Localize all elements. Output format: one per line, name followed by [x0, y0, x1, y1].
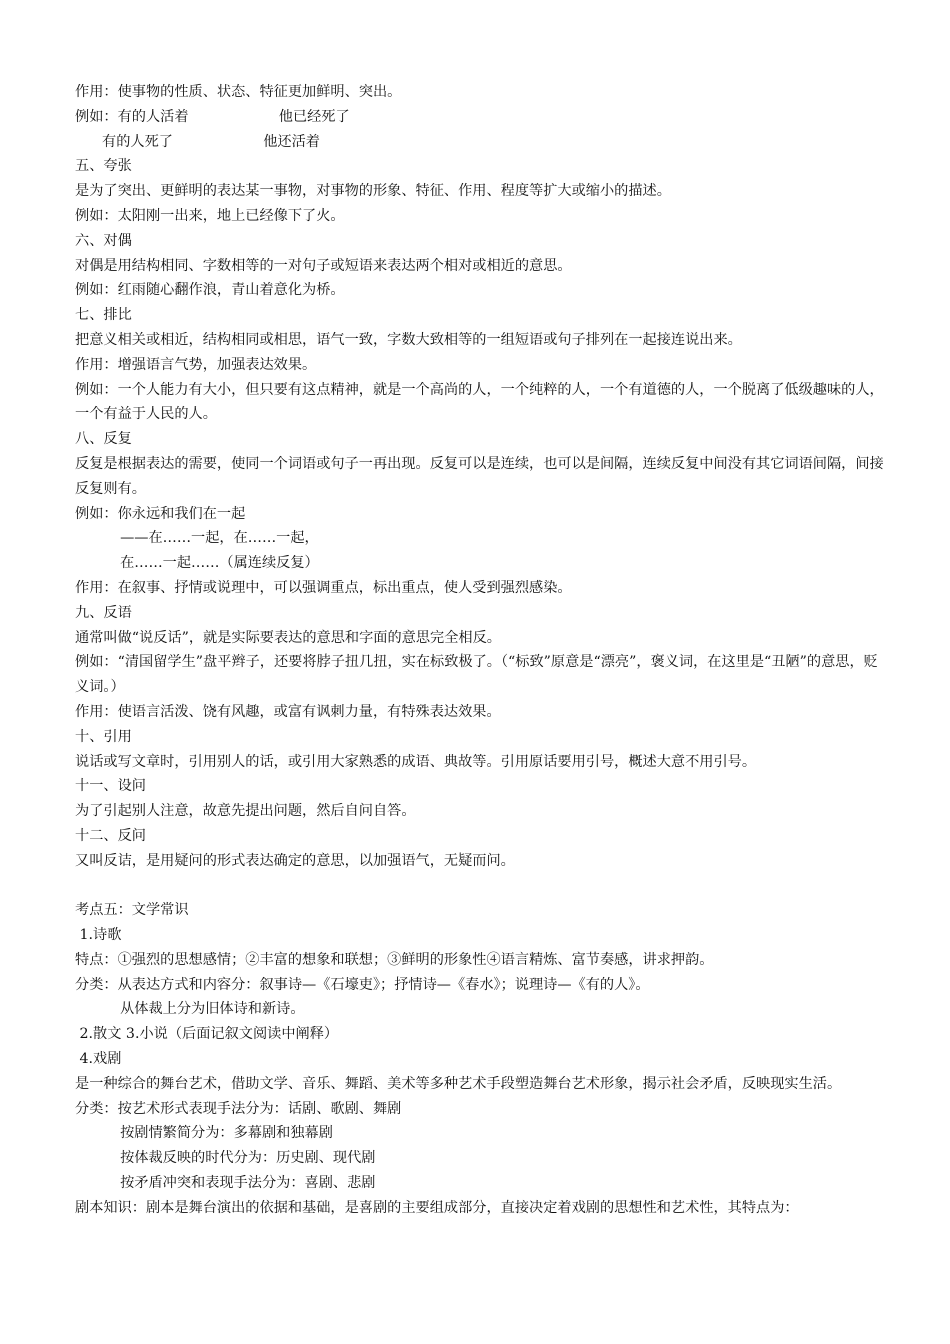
- text-paragraph: 例如：一个人能力有大小，但只要有这点精神，就是一个高尚的人，一个纯粹的人，一个有道德的人，一个脱离了低级趣味的人，一个有益于人民的人。: [75, 381, 884, 423]
- text-line: 通常叫做“说反话”，就是实际要表达的意思和字面的意思完全相反。: [75, 629, 501, 646]
- section-heading: 十一、设问: [75, 778, 146, 795]
- section-heading: 4.戏剧: [75, 1051, 122, 1068]
- section-heading: 七、排比: [75, 307, 132, 324]
- text-line: 对偶是用结构相同、字数相等的一对句子或短语来表达两个相对或相近的意思。: [75, 257, 572, 274]
- text-line: 按体裁反映的时代分为：历史剧、现代剧: [75, 1150, 376, 1167]
- text-line: 作用：使语言活泼、饶有风趣，或富有讽刺力量，有特殊表达效果。: [75, 703, 501, 720]
- section-heading: 五、夸张: [75, 158, 132, 175]
- text-line: 按矛盾冲突和表现手法分为：喜剧、悲剧: [75, 1175, 376, 1192]
- text-line: 是为了突出、更鲜明的表达某一事物，对事物的形象、特征、作用、程度等扩大或缩小的描述。: [75, 183, 671, 200]
- text-paragraph: 反复是根据表达的需要，使同一个词语或句子一再出现。反复可以是连续，也可以是间隔，连续反复中间没有其它词语间隔，间接反复则有。: [75, 455, 884, 497]
- text-paragraph: 是一种综合的舞台艺术，借助文学、音乐、舞蹈、美术等多种艺术手段塑造舞台艺术形象，揭示社会矛盾，反映现实生活。: [75, 1075, 842, 1092]
- text-line: 说话或写文章时，引用别人的话，或引用大家熟悉的成语、典故等。引用原话要用引号，概述大意不用引号。: [75, 753, 757, 770]
- text-line: 从体裁上分为旧体诗和新诗。: [75, 1001, 305, 1018]
- text-line: 例如：红雨随心翻作浪，青山着意化为桥。: [75, 282, 345, 299]
- text-line: 为了引起别人注意，故意先提出问题，然后自问自答。: [75, 803, 416, 820]
- section-heading: 六、对偶: [75, 232, 132, 249]
- text-line: 例如：你永远和我们在一起: [75, 505, 246, 522]
- section-heading: 考点五：文学常识: [75, 902, 189, 919]
- section-heading: 2.散文 3.小说（后面记叙文阅读中阐释）: [75, 1026, 339, 1043]
- text-line: 在……一起……（属连续反复）: [75, 555, 319, 572]
- text-line: 作用：在叙事、抒情或说理中，可以强调重点，标出重点，使人受到强烈感染。: [75, 579, 572, 596]
- text-line: 例如：太阳刚一出来，地上已经像下了火。: [75, 207, 345, 224]
- text-line: 有的人死了 他还活着: [75, 133, 320, 150]
- text-line: 把意义相关或相近，结构相同或相思，语气一致，字数大致相等的一组短语或句子排列在一起接连说出来。: [75, 331, 742, 348]
- text-line: ——在……一起，在……一起，: [75, 530, 319, 547]
- text-line: 分类：按艺术形式表现手法分为：话剧、歌剧、舞剧: [75, 1100, 402, 1117]
- section-heading: 十二、反问: [75, 827, 146, 844]
- section-heading: 八、反复: [75, 431, 132, 448]
- section-heading: 1.诗歌: [75, 927, 122, 944]
- text-line: 按剧情繁简分为：多幕剧和独幕剧: [75, 1125, 333, 1142]
- text-line: 作用：使事物的性质、状态、特征更加鲜明、突出。: [75, 84, 402, 100]
- document-page: [75, 80, 885, 1221]
- section-heading: 九、反语: [75, 604, 132, 621]
- text-paragraph: 剧本知识：剧本是舞台演出的依据和基础，是喜剧的主要组成部分，直接决定着戏剧的思想性和艺术性，其特点为：: [75, 1199, 799, 1216]
- text-line: 又叫反诘，是用疑问的形式表达确定的意思，以加强语气，无疑而问。: [75, 852, 515, 869]
- text-paragraph: 例如：“清国留学生”盘平辫子，还要将脖子扭几扭，实在标致极了。（“标致”原意是“漂亮”，褒义词，在这里是“丑陋”的意思，贬义词。）: [75, 654, 878, 696]
- section-heading: 十、引用: [75, 728, 132, 745]
- text-line: 作用：增强语言气势，加强表达效果。: [75, 356, 317, 373]
- text-line: 分类：从表达方式和内容分：叙事诗—《石壕吏》；抒情诗—《春水》；说理诗—《有的人》。: [75, 976, 650, 993]
- blank-line: [75, 874, 885, 899]
- text-line: 特点：①强烈的思想感情；②丰富的想象和联想；③鲜明的形象性④语言精炼、富节奏感，讲求押韵。: [75, 951, 714, 968]
- text-line: 例如：有的人活着 他已经死了: [75, 108, 350, 125]
